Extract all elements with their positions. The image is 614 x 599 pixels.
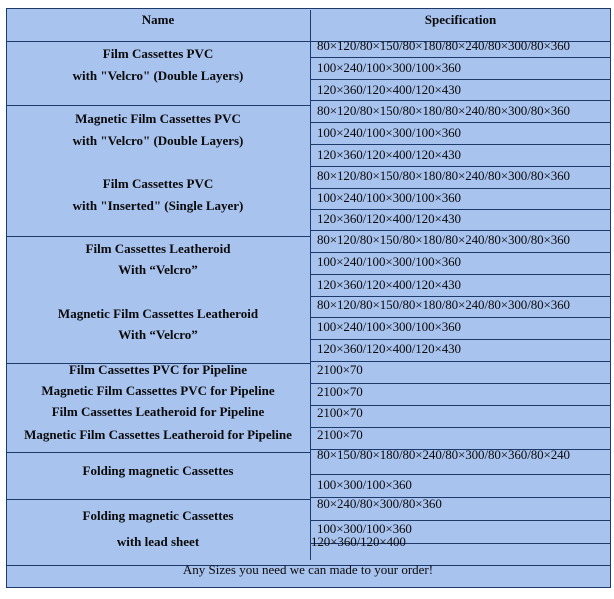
spec-value: 120×360/120×400/120×430	[317, 277, 461, 292]
spec-value: 80×120/80×150/80×180/80×240/80×300/80×360	[317, 38, 570, 53]
spec-row-line	[311, 144, 610, 145]
column-divider	[310, 10, 311, 560]
spec-value: 100×240/100×300/100×360	[317, 319, 461, 334]
spec-row-line	[311, 317, 610, 318]
product-name: Magnetic Film Cassettes PVC for Pipeline	[41, 383, 275, 398]
spec-row-line	[311, 122, 610, 123]
product-name: Film Cassettes PVC	[102, 176, 214, 191]
product-name: with lead sheet	[116, 534, 200, 549]
spec-row-line	[311, 474, 610, 475]
spec-value: 100×240/100×300/100×360	[317, 190, 461, 205]
spec-value: 100×240/100×300/100×360	[317, 254, 461, 269]
spec-value: 120×360/120×400/120×430	[317, 82, 461, 97]
spec-value: 80×150/80×180/80×240/80×300/80×360/80×240	[317, 447, 570, 462]
spec-value: 120×360/120×400	[311, 534, 406, 549]
product-name: with "Velcro" (Double Layers)	[72, 133, 244, 148]
spec-value: 100×240/100×300/100×360	[317, 125, 461, 140]
table-top-border	[6, 8, 611, 9]
spec-row-line	[311, 230, 610, 231]
product-name: With “Velcro”	[118, 262, 198, 277]
spec-value: 2100×70	[317, 405, 363, 420]
spec-value: 80×120/80×150/80×180/80×240/80×300/80×360	[317, 103, 570, 118]
spec-row-line	[311, 209, 610, 210]
group-divider	[6, 499, 311, 500]
spec-row-line	[311, 79, 610, 80]
group-divider	[6, 105, 311, 106]
product-name: Magnetic Film Cassettes PVC	[75, 111, 241, 126]
table-bottom-border	[6, 587, 611, 588]
product-name: Film Cassettes PVC	[102, 46, 214, 61]
spec-row-line	[311, 339, 610, 340]
table-right-border	[610, 8, 611, 588]
spec-value: 2100×70	[317, 362, 363, 377]
product-name: Folding magnetic Cassettes	[82, 463, 234, 478]
product-name: Film Cassettes PVC for Pipeline	[68, 362, 248, 377]
spec-value: 2100×70	[317, 384, 363, 399]
spec-value: 100×240/100×300/100×360	[317, 60, 461, 75]
header-name: Name	[141, 12, 175, 27]
spec-value: 100×300/100×360	[317, 477, 412, 492]
spec-value: 2100×70	[317, 427, 363, 442]
group-divider	[6, 452, 311, 453]
spec-value: 100×300/100×360	[317, 521, 412, 536]
product-name: Folding magnetic Cassettes	[82, 508, 234, 523]
spec-row-line	[311, 166, 610, 167]
product-name: Magnetic Film Cassettes Leatheroid for Pipeline	[24, 427, 292, 442]
footer-note: Any Sizes you need we can made to your order!	[182, 562, 434, 577]
product-name: With “Velcro”	[118, 327, 198, 342]
spec-value: 80×120/80×150/80×180/80×240/80×300/80×360	[317, 297, 570, 312]
header-specification: Specification	[424, 12, 497, 27]
spec-row-line	[311, 100, 610, 101]
spec-value: 80×240/80×300/80×360	[317, 496, 442, 511]
spec-value: 120×360/120×400/120×430	[317, 341, 461, 356]
spec-value: 80×120/80×150/80×180/80×240/80×300/80×360	[317, 232, 570, 247]
group-divider	[6, 236, 311, 237]
spec-row-line	[311, 57, 610, 58]
spec-value: 120×360/120×400/120×430	[317, 147, 461, 162]
spec-row-line	[311, 188, 610, 189]
product-name: Film Cassettes Leatheroid	[85, 241, 231, 256]
spec-value: 80×120/80×150/80×180/80×240/80×300/80×360	[317, 168, 570, 183]
table-left-border	[6, 8, 7, 588]
product-name: Magnetic Film Cassettes Leatheroid	[57, 306, 259, 321]
spec-value: 120×360/120×400/120×430	[317, 211, 461, 226]
spec-row-line	[311, 274, 610, 275]
spec-row-line	[311, 252, 610, 253]
product-name: with "Inserted" (Single Layer)	[72, 198, 244, 213]
product-name: with "Velcro" (Double Layers)	[72, 68, 244, 83]
product-name: Film Cassettes Leatheroid for Pipeline	[51, 404, 265, 419]
